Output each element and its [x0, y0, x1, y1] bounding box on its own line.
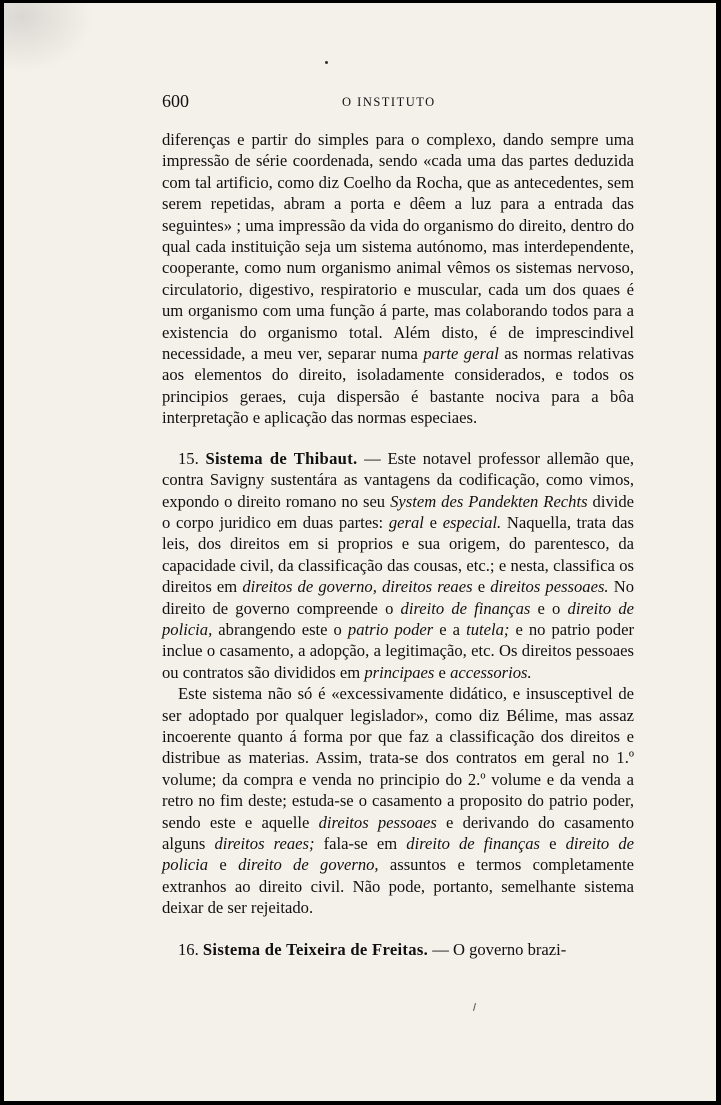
text-run: diferenças e partir do simples para o complexo, dando sempre uma impressão de série coordenada, sendo «cada uma das partes deduzida com tal artificio, como diz Coelho da Rocha, que as antecedentes, sem serem repetidas, abram a porta e dêem a luz para a entrada das seguintes» ; uma impressão da vida do organismo do direito, dentro do qual cada instituição seja um sistema autónomo, mas interdependente, cooperante, como num organismo animal vêmos os sistemas nervoso, circulatorio, digestivo, respiratorio e muscular, cada um dos quaes é um organismo com uma função á parte, mas colaborando todos para a existencia do organismo total. Além disto, é de imprescindivel necessidade, a meu ver, separar numa	[162, 130, 634, 364]
italic-run: patrio poder	[347, 619, 434, 639]
italic-run: direito de policia	[162, 834, 634, 875]
body-text	[162, 129, 634, 960]
text-run: — Este notavel professor allemão que, contra Savigny sustentára as vantagens da codificação, como vimos, expondo o direito romano no seu	[162, 448, 635, 511]
italic-run: especial.	[442, 512, 502, 532]
italic-run: direitos pessoaes	[318, 812, 437, 832]
paragraph-continuation	[162, 129, 634, 429]
text-run: e	[423, 512, 443, 532]
section-15-paragraph	[162, 448, 634, 683]
ink-speck	[325, 61, 328, 64]
section-16-paragraph	[162, 939, 634, 960]
text-run: assuntos e termos completamente extranhos ao direito civil. Não pode, portanto, semelhante sistema deixar de ser rejeitado.	[162, 855, 634, 918]
italic-run: direitos reaes;	[214, 834, 315, 853]
text-run: Naquella, trata das leis, dos direitos em si proprios e sua origem, do parentesco, da capacidade civil, da classificação das cousas, etc.; e nesta, classifica os direitos em	[162, 512, 634, 597]
critique-paragraph	[162, 683, 634, 918]
text-run: Este sistema não só é «excessivamente didático, e insusceptivel de ser adoptado por qualquer legislador», como diz Bélime, mas assaz incoerente quanto á forma por que faz a classificação dos direitos e distribue as materias. Assim, trata-se dos contratos em geral no 1.º volume; da compra e venda no principio do 2.º volume e da venda a retro no fim deste; estuda-se o casamento a proposito do patrio poder, sendo este e aquelle	[162, 684, 634, 832]
running-title: O INSTITUTO	[342, 95, 436, 109]
section-title: Sistema de Thibaut.	[205, 448, 358, 468]
italic-run: principaes	[364, 662, 435, 682]
running-head	[162, 91, 634, 113]
italic-run: direitos pessoaes.	[490, 577, 609, 597]
text-run: e	[540, 834, 566, 853]
book-page	[4, 3, 716, 1101]
italic-run: parte geral	[423, 344, 499, 364]
text-run: e	[434, 662, 451, 682]
text-run: e no patrio poder inclue o casamento, a adopção, a legitimação, etc. Os direitos pessoaes ou contratos são divididos em	[162, 619, 634, 682]
section-number: 16.	[178, 939, 199, 959]
text-run: e a	[433, 619, 467, 639]
text-run: fala-se em	[314, 834, 407, 853]
text-run: — O governo brazi-	[428, 939, 567, 959]
pencil-mark	[473, 1003, 476, 1011]
text-run: e derivando do casamento alguns	[162, 812, 634, 853]
text-run: divide o corpo juridico em duas partes:	[162, 491, 635, 532]
italic-run: tutela;	[466, 619, 510, 639]
section-title: Sistema de Teixeira de Freitas.	[202, 939, 429, 959]
italic-run: direitos de governo, direitos reaes	[242, 577, 473, 597]
italic-run: direito de governo,	[238, 855, 379, 875]
italic-run: direito de policia,	[162, 598, 634, 639]
text-run: as normas relativas aos elementos do direito, isoladamente considerados, e todos os principios geraes, cuja dispersão é bastante nociva para a bôa interpretação e aplicação das normas especiaes.	[162, 344, 634, 428]
italic-run: direito de finanças	[406, 834, 541, 853]
text-run: e o	[530, 598, 568, 618]
text-run: e	[208, 855, 239, 875]
italic-run: geral	[388, 512, 424, 532]
page-smudge	[4, 3, 94, 73]
italic-run: accessorios.	[450, 662, 532, 682]
section-number: 15.	[178, 448, 199, 468]
italic-run: direito de finanças	[400, 598, 531, 618]
text-run: No direito de governo compreende o	[162, 577, 634, 618]
text-run: e	[472, 577, 491, 597]
italic-run: System des Pandekten Rechts	[390, 491, 588, 511]
text-run: abrangendo este o	[212, 619, 348, 639]
page-number: 600	[162, 91, 189, 111]
